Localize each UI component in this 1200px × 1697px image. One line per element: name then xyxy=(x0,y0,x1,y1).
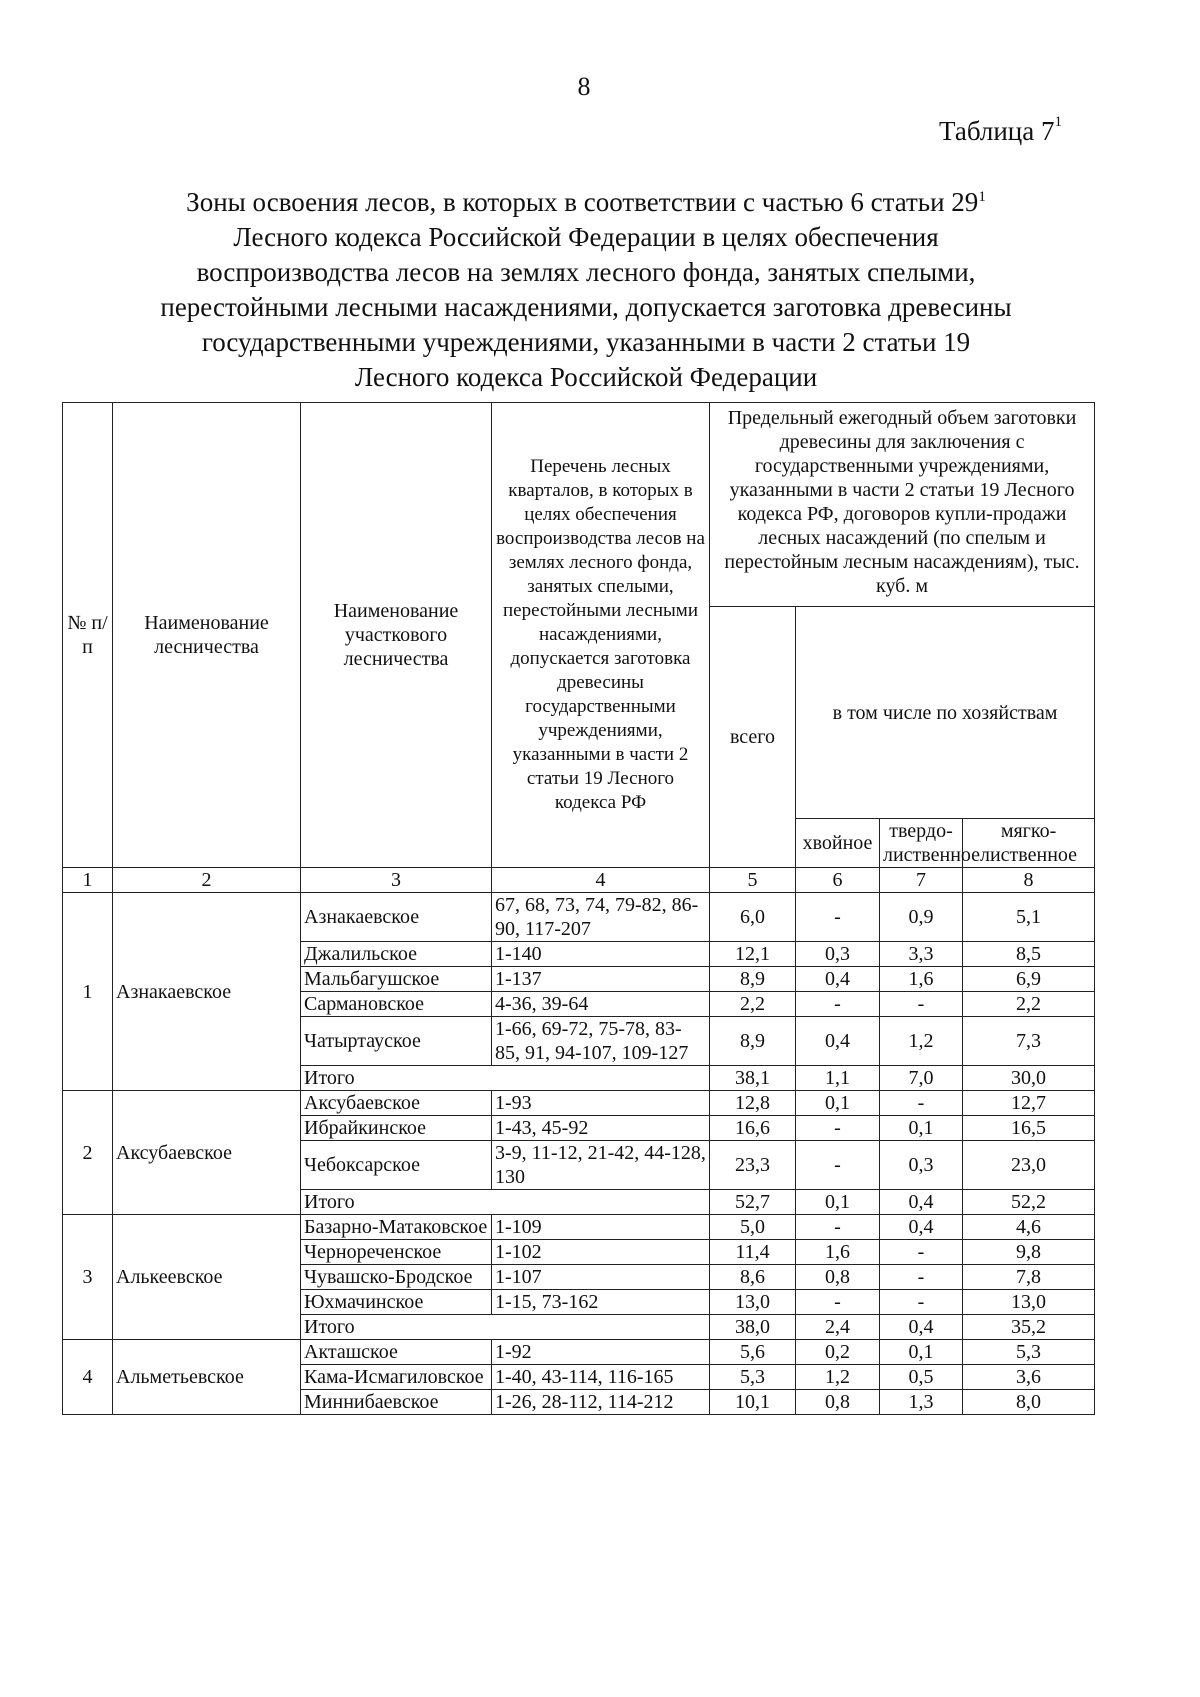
document-title xyxy=(120,180,1052,395)
district-name: Акташское xyxy=(301,1340,492,1365)
volume-softwood: 6,9 xyxy=(963,967,1095,992)
table-row xyxy=(63,1215,1095,1240)
volume-total: 5,3 xyxy=(710,1365,796,1390)
forestry-name: Азнакаевское xyxy=(113,893,301,1091)
volume-softwood: 2,2 xyxy=(963,992,1095,1017)
quarters-list: 1-102 xyxy=(492,1240,710,1265)
title-line-sup: 1 xyxy=(978,189,986,205)
volume-total: 8,9 xyxy=(710,967,796,992)
column-number: 3 xyxy=(301,868,492,893)
header-quarters-list: Перечень лесных кварталов, в которых в целях обеспечения воспроизводства лесов на землях лесного фонда, занятых спелыми, перестойными лесными насаждениями, допускается заготовка древесины государственными учреждениями, указанными в части 2 статьи 19 Лесного кодекса РФ xyxy=(492,403,710,868)
volume-total: 12,8 xyxy=(710,1091,796,1116)
volume-hardwood: 0,5 xyxy=(880,1365,963,1390)
volume-coniferous: 0,1 xyxy=(796,1190,880,1215)
volume-total: 11,4 xyxy=(710,1240,796,1265)
total-label: Итого xyxy=(301,1066,710,1091)
quarters-list: 4-36, 39-64 xyxy=(492,992,710,1017)
volume-hardwood: 0,4 xyxy=(880,1190,963,1215)
title-line-text: Зоны освоения лесов, в которых в соответствии с частью 6 статьи 29 xyxy=(186,187,979,217)
volume-coniferous: 0,4 xyxy=(796,1017,880,1066)
title-line: Лесного кодекса Российской Федерации xyxy=(354,362,818,392)
title-line: воспроизводства лесов на землях лесного фонда, занятых спелыми, xyxy=(196,257,976,287)
column-number: 2 xyxy=(113,868,301,893)
volume-total: 5,6 xyxy=(710,1340,796,1365)
volume-softwood: 52,2 xyxy=(963,1190,1095,1215)
volume-hardwood: 1,2 xyxy=(880,1017,963,1066)
header-softwood: мягко-лиственное xyxy=(963,819,1095,868)
district-name: Чувашско-Бродское xyxy=(301,1265,492,1290)
column-number: 4 xyxy=(492,868,710,893)
quarters-list: 1-40, 43-114, 116-165 xyxy=(492,1365,710,1390)
title-line: перестойными лесными насаждениями, допускается заготовка древесины xyxy=(160,292,1012,322)
column-number: 1 xyxy=(63,868,113,893)
volume-total: 6,0 xyxy=(710,893,796,942)
volume-hardwood: 3,3 xyxy=(880,942,963,967)
total-label: Итого xyxy=(301,1190,710,1215)
table-row xyxy=(63,893,1095,942)
table-label-sup: 1 xyxy=(1054,114,1062,130)
volume-softwood: 8,5 xyxy=(963,942,1095,967)
volume-hardwood: 0,1 xyxy=(880,1340,963,1365)
row-number: 1 xyxy=(63,893,113,1091)
quarters-list: 1-93 xyxy=(492,1091,710,1116)
volume-coniferous: - xyxy=(796,992,880,1017)
district-name: Джалильское xyxy=(301,942,492,967)
volume-softwood: 30,0 xyxy=(963,1066,1095,1091)
row-number: 2 xyxy=(63,1091,113,1215)
title-line xyxy=(120,180,1052,220)
forestry-name: Алькеевское xyxy=(113,1215,301,1340)
volume-hardwood: - xyxy=(880,1091,963,1116)
table-header xyxy=(63,403,1095,893)
volume-softwood: 4,6 xyxy=(963,1215,1095,1240)
volume-hardwood: 1,6 xyxy=(880,967,963,992)
volume-coniferous: 0,2 xyxy=(796,1340,880,1365)
volume-hardwood: 0,9 xyxy=(880,893,963,942)
quarters-list: 1-107 xyxy=(492,1265,710,1290)
district-name: Азнакаевское xyxy=(301,893,492,942)
forest-zones-table xyxy=(62,402,1095,1415)
district-name: Кама-Исмагиловское xyxy=(301,1365,492,1390)
district-name: Миннибаевское xyxy=(301,1390,492,1415)
volume-total: 38,0 xyxy=(710,1315,796,1340)
volume-softwood: 5,1 xyxy=(963,893,1095,942)
header-coniferous: хвойное xyxy=(796,819,880,868)
volume-softwood: 7,8 xyxy=(963,1265,1095,1290)
forestry-name: Аксубаевское xyxy=(113,1091,301,1215)
volume-coniferous: - xyxy=(796,893,880,942)
volume-total: 16,6 xyxy=(710,1116,796,1141)
volume-softwood: 9,8 xyxy=(963,1240,1095,1265)
quarters-list: 1-109 xyxy=(492,1215,710,1240)
volume-coniferous: 0,3 xyxy=(796,942,880,967)
volume-softwood: 16,5 xyxy=(963,1116,1095,1141)
title-line: Лесного кодекса Российской Федерации в целях обеспечения xyxy=(233,222,939,252)
table-label-text: Таблица 7 xyxy=(939,116,1055,146)
volume-softwood: 12,7 xyxy=(963,1091,1095,1116)
row-number: 4 xyxy=(63,1340,113,1415)
header-forestry: Наименование лесничества xyxy=(113,403,301,868)
district-name: Ибрайкинское xyxy=(301,1116,492,1141)
volume-hardwood: 0,4 xyxy=(880,1315,963,1340)
volume-total: 10,1 xyxy=(710,1390,796,1415)
volume-softwood: 13,0 xyxy=(963,1290,1095,1315)
header-by-farms: в том числе по хозяйствам xyxy=(796,607,1095,819)
quarters-list: 3-9, 11-12, 21-42, 44-128, 130 xyxy=(492,1141,710,1190)
table-body xyxy=(63,893,1095,1415)
volume-coniferous: 1,1 xyxy=(796,1066,880,1091)
volume-softwood: 35,2 xyxy=(963,1315,1095,1340)
volume-hardwood: - xyxy=(880,992,963,1017)
volume-total: 23,3 xyxy=(710,1141,796,1190)
volume-coniferous: 0,8 xyxy=(796,1265,880,1290)
volume-hardwood: 0,4 xyxy=(880,1215,963,1240)
district-name: Аксубаевское xyxy=(301,1091,492,1116)
district-name: Чебоксарское xyxy=(301,1141,492,1190)
header-total: всего xyxy=(710,607,796,868)
volume-softwood: 3,6 xyxy=(963,1365,1095,1390)
row-number: 3 xyxy=(63,1215,113,1340)
volume-softwood: 8,0 xyxy=(963,1390,1095,1415)
header-number: № п/п xyxy=(63,403,113,868)
column-numbers-row xyxy=(63,868,1095,893)
quarters-list: 1-26, 28-112, 114-212 xyxy=(492,1390,710,1415)
volume-softwood: 5,3 xyxy=(963,1340,1095,1365)
volume-coniferous: 0,4 xyxy=(796,967,880,992)
total-label: Итого xyxy=(301,1315,710,1340)
header-annual-volume: Предельный ежегодный объем заготовки древесины для заключения с государственными учреждениями, указанными в части 2 статьи 19 Лесного кодекса РФ, договоров купли-продажи лесных насаждений (по спелым и перестойным лесным насаждениям), тыс. куб. м xyxy=(710,403,1095,607)
volume-coniferous: - xyxy=(796,1290,880,1315)
quarters-list: 1-43, 45-92 xyxy=(492,1116,710,1141)
quarters-list: 1-140 xyxy=(492,942,710,967)
forestry-name: Альметьевское xyxy=(113,1340,301,1415)
volume-coniferous: 1,6 xyxy=(796,1240,880,1265)
volume-softwood: 7,3 xyxy=(963,1017,1095,1066)
volume-hardwood: - xyxy=(880,1240,963,1265)
volume-coniferous: 1,2 xyxy=(796,1365,880,1390)
district-name: Чатыртауское xyxy=(301,1017,492,1066)
volume-total: 8,9 xyxy=(710,1017,796,1066)
header-district-forestry: Наименование участкового лесничества xyxy=(301,403,492,868)
column-number: 5 xyxy=(710,868,796,893)
district-name: Юхмачинское xyxy=(301,1290,492,1315)
volume-total: 2,2 xyxy=(710,992,796,1017)
volume-coniferous: 0,1 xyxy=(796,1091,880,1116)
volume-total: 12,1 xyxy=(710,942,796,967)
quarters-list: 1-15, 73-162 xyxy=(492,1290,710,1315)
volume-coniferous: - xyxy=(796,1141,880,1190)
volume-total: 8,6 xyxy=(710,1265,796,1290)
volume-total: 52,7 xyxy=(710,1190,796,1215)
header-hardwood: твердо-лиственное xyxy=(880,819,963,868)
volume-coniferous: 0,8 xyxy=(796,1390,880,1415)
volume-hardwood: 0,3 xyxy=(880,1141,963,1190)
district-name: Мальбагушское xyxy=(301,967,492,992)
volume-hardwood: 7,0 xyxy=(880,1066,963,1091)
quarters-list: 1-66, 69-72, 75-78, 83-85, 91, 94-107, 109-127 xyxy=(492,1017,710,1066)
volume-total: 13,0 xyxy=(710,1290,796,1315)
table-label xyxy=(939,116,1062,147)
quarters-list: 1-92 xyxy=(492,1340,710,1365)
column-number: 8 xyxy=(963,868,1095,893)
column-number: 7 xyxy=(880,868,963,893)
quarters-list: 1-137 xyxy=(492,967,710,992)
title-line: государственными учреждениями, указанными в части 2 статьи 19 xyxy=(201,327,971,357)
volume-hardwood: - xyxy=(880,1290,963,1315)
volume-coniferous: - xyxy=(796,1215,880,1240)
volume-softwood: 23,0 xyxy=(963,1141,1095,1190)
table-row xyxy=(63,1340,1095,1365)
volume-total: 38,1 xyxy=(710,1066,796,1091)
table-row xyxy=(63,1091,1095,1116)
column-number: 6 xyxy=(796,868,880,893)
volume-coniferous: 2,4 xyxy=(796,1315,880,1340)
district-name: Сармановское xyxy=(301,992,492,1017)
page-number: 8 xyxy=(577,72,591,101)
volume-coniferous: - xyxy=(796,1116,880,1141)
district-name: Чернореченское xyxy=(301,1240,492,1265)
volume-hardwood: 1,3 xyxy=(880,1390,963,1415)
district-name: Базарно-Матаковское xyxy=(301,1215,492,1240)
volume-hardwood: - xyxy=(880,1265,963,1290)
volume-hardwood: 0,1 xyxy=(880,1116,963,1141)
volume-total: 5,0 xyxy=(710,1215,796,1240)
quarters-list: 67, 68, 73, 74, 79-82, 86-90, 117-207 xyxy=(492,893,710,942)
